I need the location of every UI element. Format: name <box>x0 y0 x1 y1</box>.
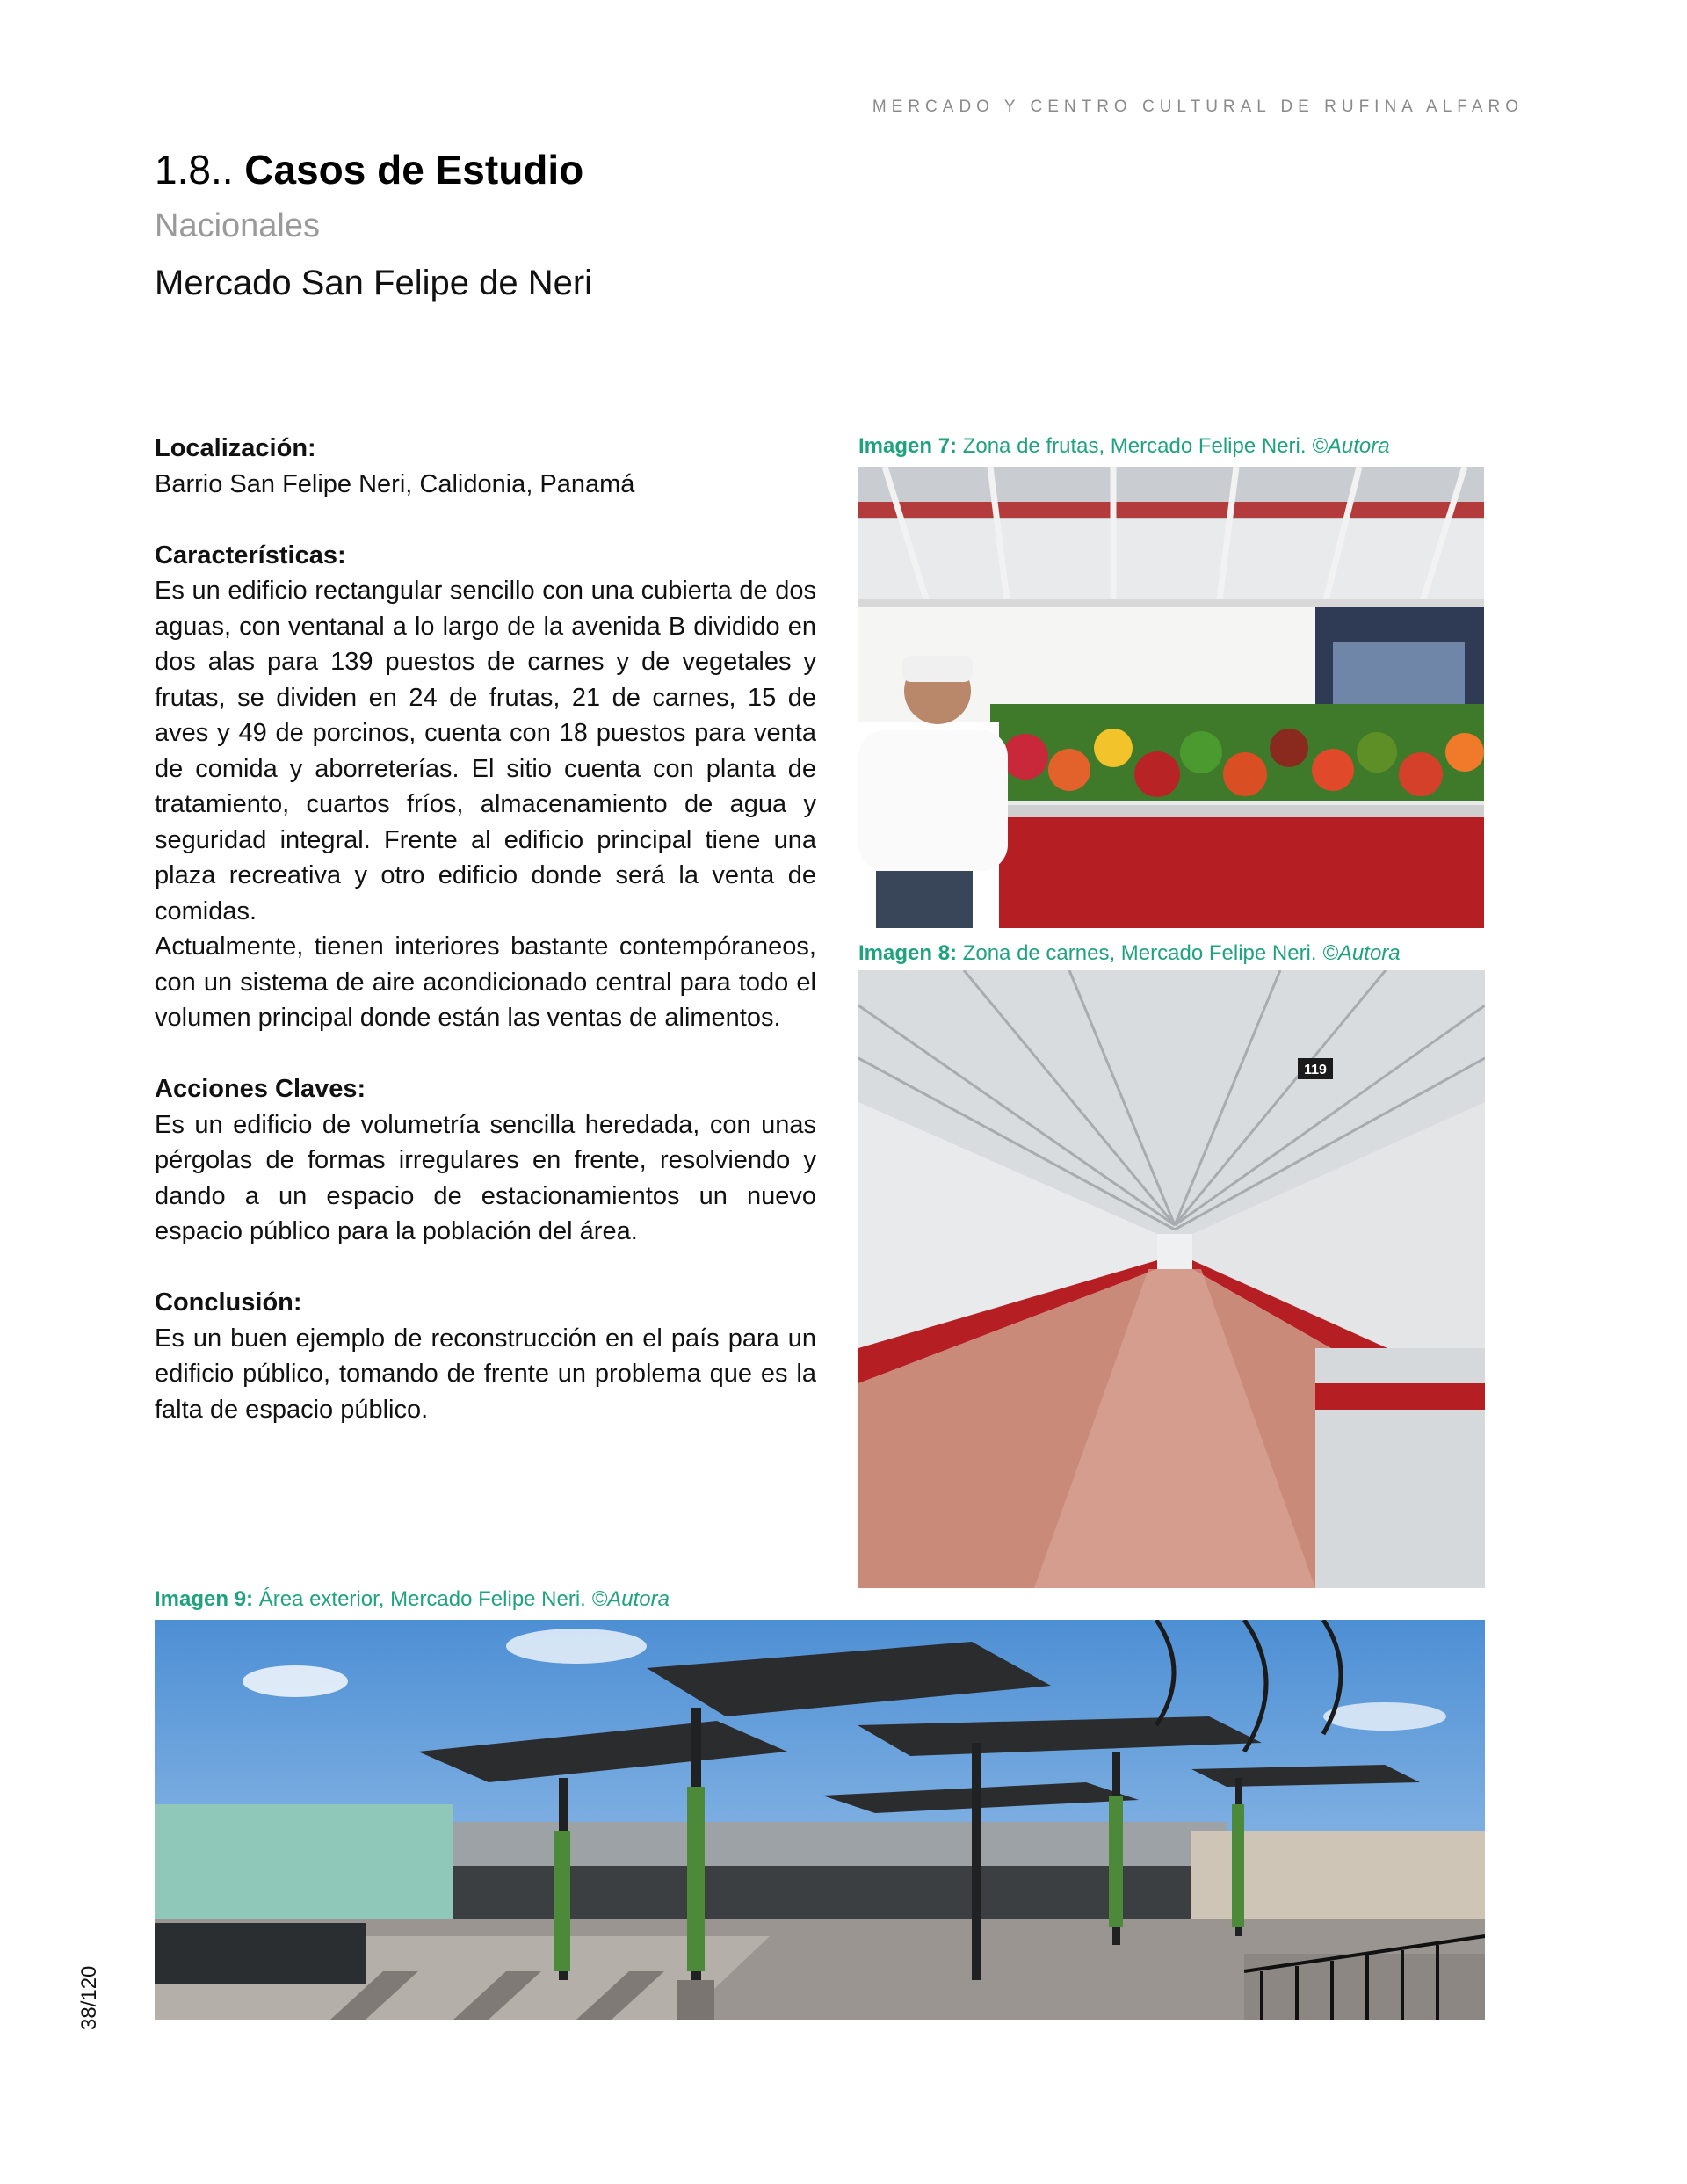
section-subtitle: Nacionales <box>155 207 320 244</box>
image9-photo-exterior-area <box>155 1620 1485 2020</box>
image8-caption-label: Imagen 8: <box>858 941 958 965</box>
section-number: 1.8.. <box>155 147 234 192</box>
caracteristicas-text-2: Actualmente, tienen interiores bastante contempóraneos, con un sistema de aire acondicionado central para todo el volumen principal donde están las ventas de alimentos. <box>155 932 816 1032</box>
acciones-heading: Acciones Claves: <box>155 1075 366 1103</box>
image8-caption <box>858 941 1401 966</box>
page-number: 38/120 <box>77 1965 101 2030</box>
caracteristicas-heading: Características: <box>155 541 346 570</box>
image7-caption-credit: ©Autora <box>1312 434 1390 458</box>
image8-caption-desc: Zona de carnes, Mercado Felipe Neri. <box>957 941 1323 965</box>
body-text <box>155 431 816 1427</box>
conclusion-text: Es un buen ejemplo de reconstrucción en el país para un edificio público, tomando de frente un problema que es la falta de espacio público. <box>155 1324 816 1424</box>
image9-caption-label: Imagen 9: <box>155 1587 254 1611</box>
image8-photo-meat-zone <box>858 970 1485 1588</box>
image7-photo-fruit-zone <box>858 467 1484 928</box>
image8-stall-sign: 119 <box>1304 1063 1327 1077</box>
image7-caption-label: Imagen 7: <box>858 434 958 458</box>
caracteristicas-text: Es un edificio rectangular sencillo con una cubierta de dos aguas, con ventanal a lo largo de la avenida B dividido en dos alas para 139 puestos de carnes y de vegetales y frutas, se dividen en 24 de frutas, 21 de carnes, 15 de aves y 49 de porcinos, cuenta con 18 puestos para venta de comida y aborreterías. El sitio cuenta con planta de tratamiento, cuartos fríos, almacenamiento de agua y seguridad integral. Frente al edificio principal tiene una plaza recreativa y otro edificio donde será la venta de comidas. <box>155 577 816 925</box>
section-name: Casos de Estudio <box>244 147 584 192</box>
image8-caption-credit: ©Autora <box>1322 941 1401 965</box>
image9-caption <box>155 1587 670 1612</box>
acciones-text: Es un edificio de volumetría sencilla heredada, con unas pérgolas de formas irregulares en frente, resolviendo y dando a un espacio de estacionamientos un nuevo espacio público para la población del área. <box>155 1110 816 1245</box>
case-name: Mercado San Felipe de Neri <box>155 264 593 302</box>
image9-caption-desc: Área exterior, Mercado Felipe Neri. <box>253 1587 592 1611</box>
localizacion-heading: Localización: <box>155 434 316 462</box>
running-header: MERCADO Y CENTRO CULTURAL DE RUFINA ALFARO <box>872 98 1524 116</box>
image7-caption <box>858 434 1390 459</box>
conclusion-heading: Conclusión: <box>155 1288 302 1317</box>
section-title <box>155 146 583 193</box>
image7-caption-desc: Zona de frutas, Mercado Felipe Neri. <box>957 434 1313 458</box>
image9-caption-credit: ©Autora <box>591 1587 670 1611</box>
localizacion-text: Barrio San Felipe Neri, Calidonia, Panamá <box>155 469 635 498</box>
